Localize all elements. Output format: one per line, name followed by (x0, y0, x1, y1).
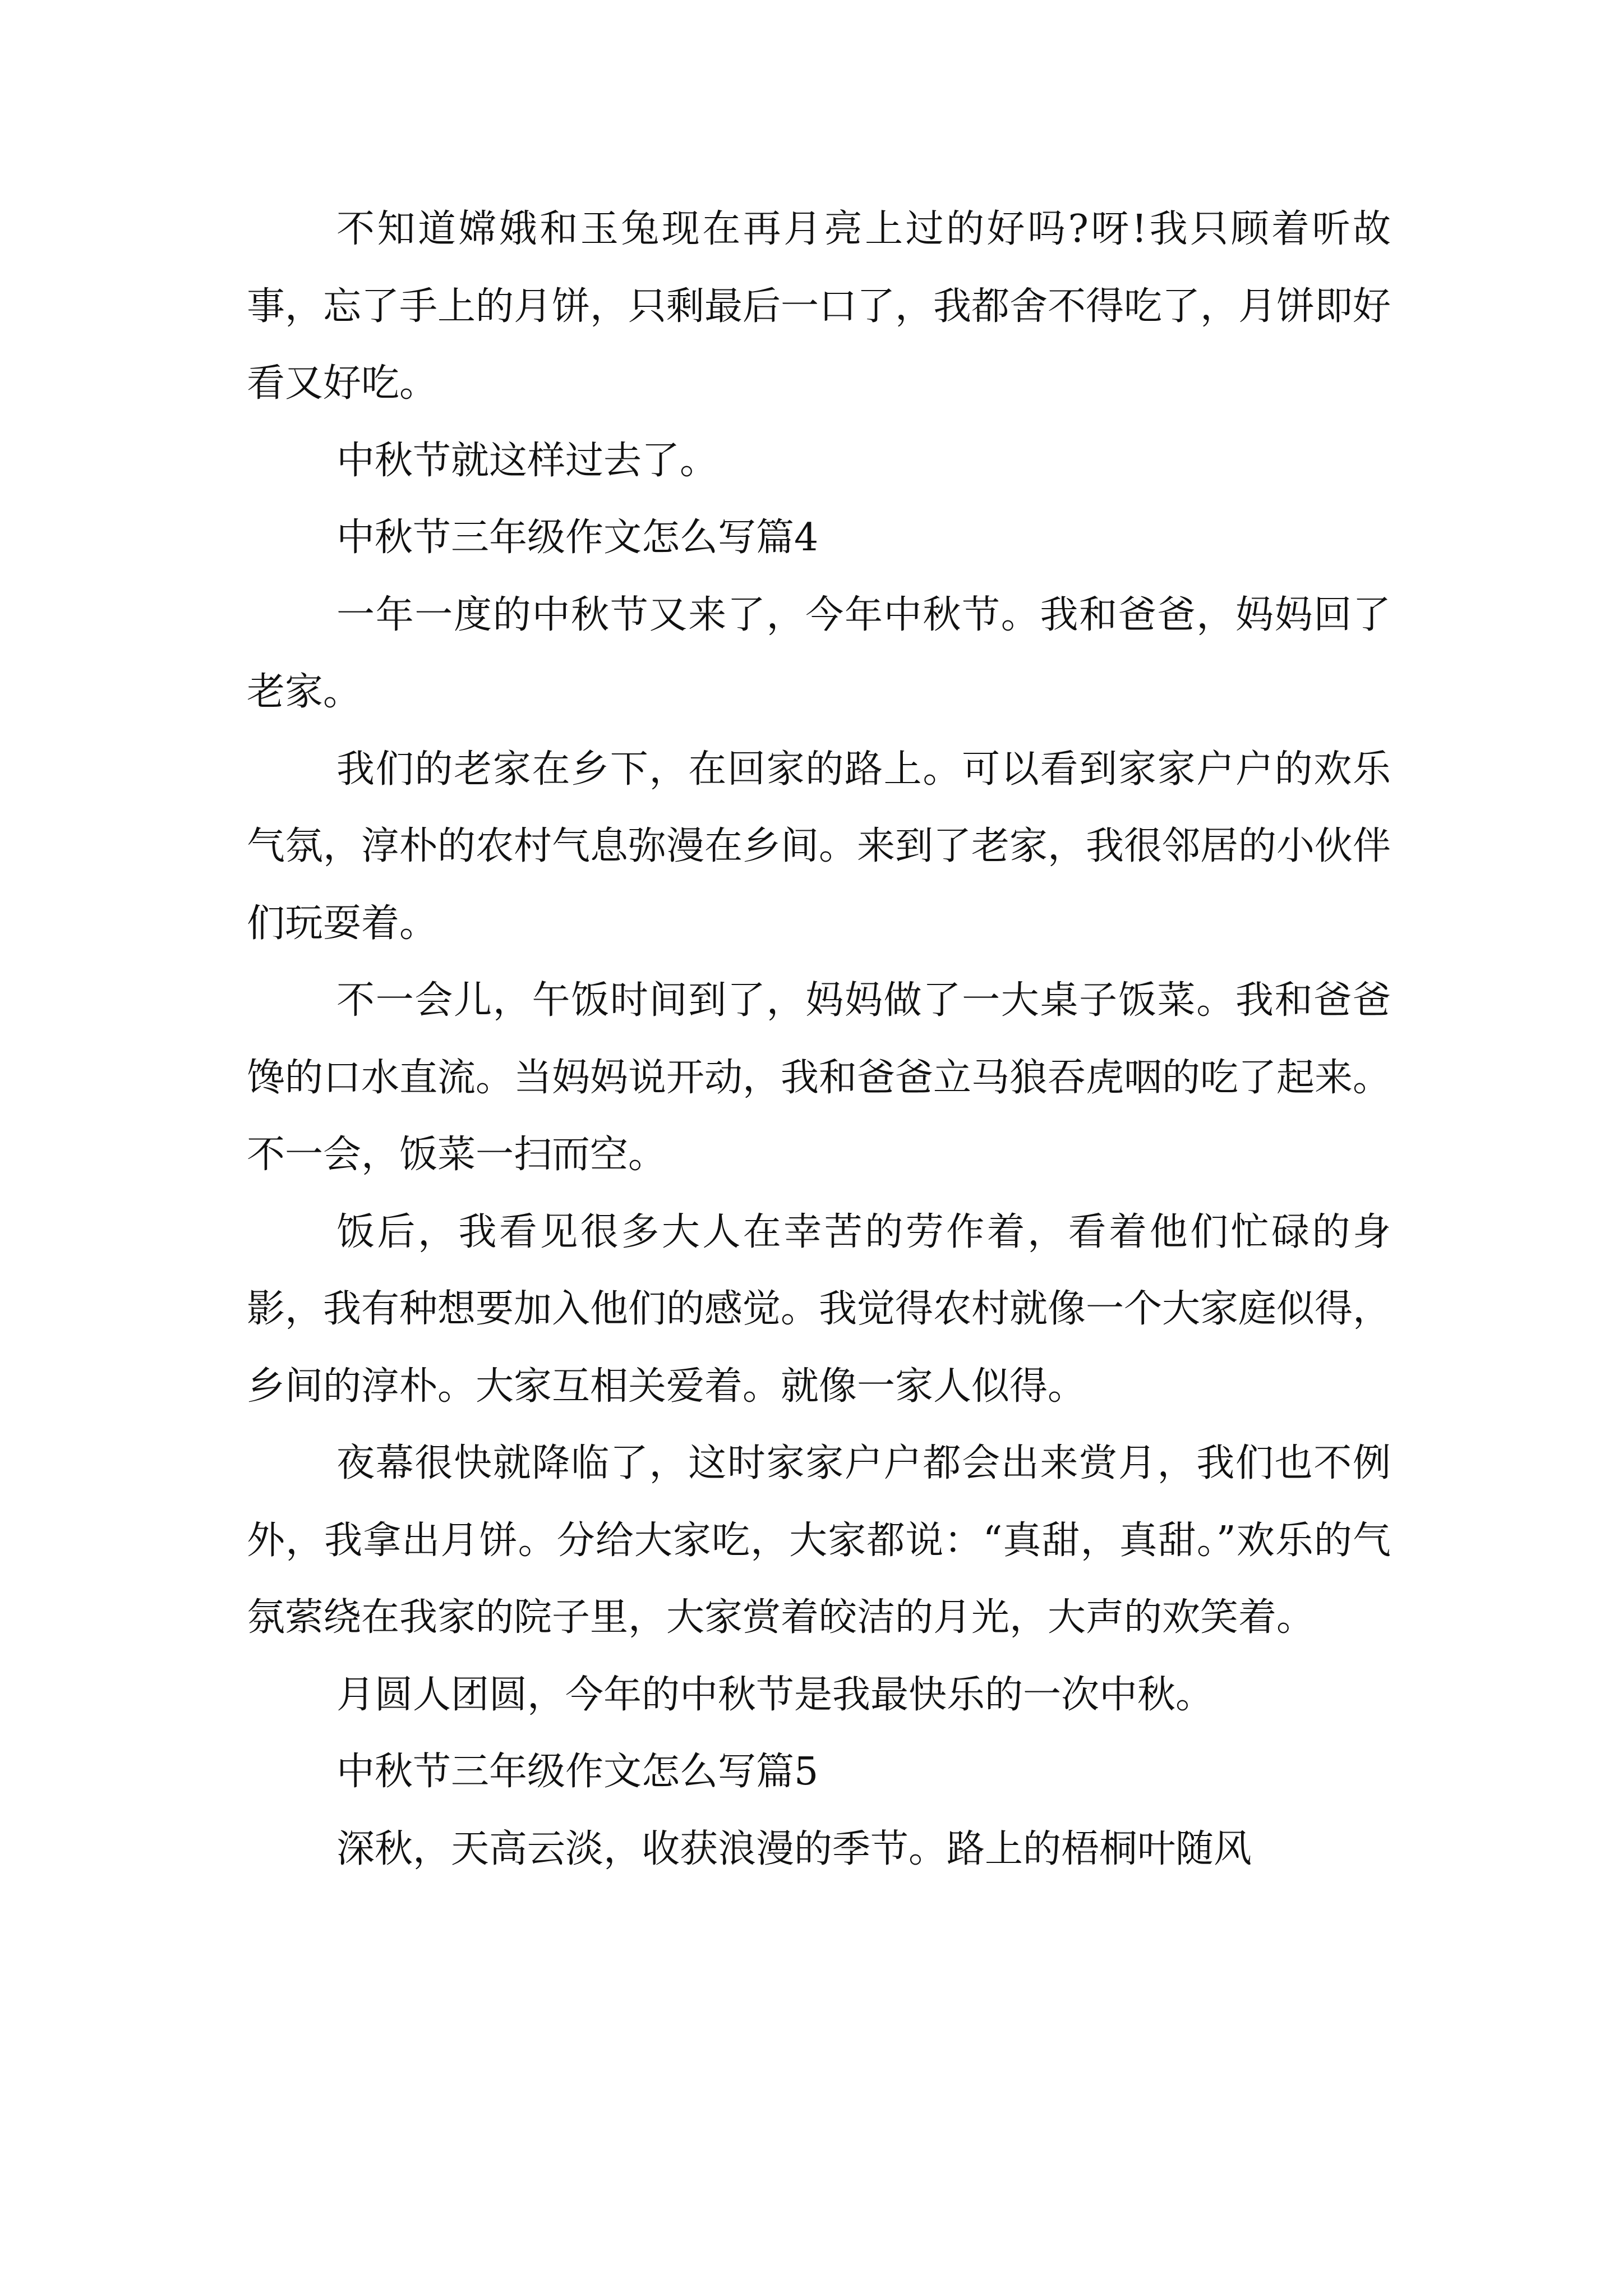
paragraph: 不知道嫦娥和玉兔现在再月亮上过的好吗?呀!我只顾着听故事，忘了手上的月饼，只剩最后一口了，我都舍不得吃了，月饼即好看又好吃。 (247, 207, 1391, 406)
paragraph: 我们的老家在乡下，在回家的路上。可以看到家家户户的欢乐气氛，淳朴的农村气息弥漫在乡间。来到了老家，我很邻居的小伙伴们玩耍着。 (247, 747, 1391, 946)
section-heading: 中秋节三年级作文怎么写篇4 (336, 516, 819, 560)
paragraph: 不一会儿，午饭时间到了，妈妈做了一大桌子饭菜。我和爸爸馋的口水直流。当妈妈说开动，我和爸爸立马狼吞虎咽的吃了起来。不一会，饭菜一扫而空。 (247, 978, 1391, 1177)
paragraph: 一年一度的中秋节又来了，今年中秋节。我和爸爸，妈妈回了老家。 (247, 592, 1391, 714)
paragraph: 夜幕很快就降临了，这时家家户户都会出来赏月，我们也不例外，我拿出月饼。分给大家吃，大家都说：“真甜，真甜。”欢乐的气氛萦绕在我家的院子里，大家赏着皎洁的月光，大声的欢笑着。 (247, 1441, 1391, 1640)
document-body (247, 191, 1391, 1888)
paragraph: 月圆人团圆，今年的中秋节是我最快乐的一次中秋。 (336, 1672, 1214, 1717)
paragraph: 中秋节就这样过去了。 (336, 438, 718, 483)
paragraph: 饭后，我看见很多大人在幸苦的劳作着，看着他们忙碌的身影，我有种想要加入他们的感觉。我觉得农村就像一个大家庭似得，乡间的淳朴。大家互相关爱着。就像一家人似得。 (247, 1209, 1391, 1409)
paragraph: 深秋，天高云淡，收获浪漫的季节。路上的梧桐叶随风 (336, 1826, 1252, 1871)
section-heading: 中秋节三年级作文怎么写篇5 (336, 1750, 819, 1794)
